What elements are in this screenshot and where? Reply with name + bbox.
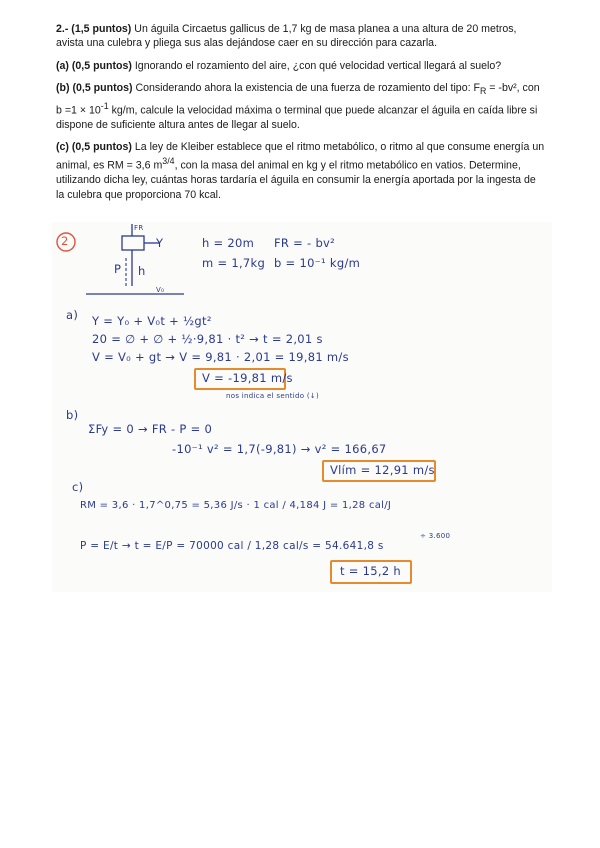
part-c-label: c) (72, 480, 84, 494)
handwritten-solution (52, 222, 552, 592)
question-b (56, 81, 546, 132)
part-c-result: t = 15,2 h (340, 564, 402, 578)
part-a-line2: 20 = ∅ + ∅ + ½·9,81 · t² → t = 2,01 s (92, 332, 323, 346)
part-c-line2: P = E/t → t = E/P = 70000 cal / 1,28 cal/s = 54.641,8 s (80, 540, 384, 552)
part-a-result: V = -19,81 m/s (202, 371, 293, 385)
problem-statement (56, 22, 546, 210)
question-c-sup: 3/4 (162, 156, 175, 167)
intro-points: 2.- (1,5 puntos) (56, 23, 132, 35)
diagram-fr-label: FR (134, 224, 144, 232)
question-a (56, 59, 546, 73)
question-b-points: (b) (0,5 puntos) (56, 82, 133, 95)
part-b-line1: ΣFy = 0 → FR - P = 0 (88, 422, 213, 436)
question-c-text2: , con la masa del animal en kg y el ritmo metabólico en vatios. Determine, utilizando dicha ley, cuántas horas tardaría el águila en consumir la energía aportada por la ingesta de la culebra que proporciona 70 kcal. (56, 160, 536, 201)
question-c-text: La ley de Kleiber establece que el ritmo metabólico, o ritmo al que consume energía un animal, es RM = 3,6 m (56, 141, 545, 173)
question-a-text: Ignorando el rozamiento del aire, ¿con qué velocidad vertical llegará al suelo? (131, 59, 502, 72)
diagram-v0-label: V₀ (156, 286, 165, 294)
diagram-p-label: P (114, 262, 122, 276)
question-c (56, 140, 546, 202)
question-b-text2: = -bv², con b =1 × 10 (56, 82, 540, 117)
question-b-text: Considerando ahora la existencia de una fuerza de rozamiento del tipo: F (132, 82, 480, 95)
part-a-line3: V = V₀ + gt → V = 9,81 · 2,01 = 19,81 m/s (92, 350, 349, 364)
solution-number: 2 (61, 234, 69, 248)
given-friction: FR = - bv² (274, 236, 336, 250)
question-c-points: (c) (0,5 puntos) (56, 141, 132, 154)
question-b-sub: R (479, 86, 487, 97)
given-height: h = 20m (202, 236, 255, 250)
body-box (122, 236, 144, 250)
intro-text: Un águila Circaetus gallicus de 1,7 kg de masa planea a una altura de 20 metros, avista una culebra y pliega sus alas dejándose caer en su dirección para cazarla. (56, 23, 517, 50)
question-b-text3: kg/m, calcule la velocidad máxima o terminal que puede alcanzar el águila en caída libre si dispone de suficiente altura antes de llegar al suelo. (56, 104, 538, 131)
part-b-result: Vlím = 12,91 m/s (330, 463, 435, 477)
diagram-drawing (52, 222, 552, 592)
part-b-label: b) (66, 408, 79, 422)
question-b-sup: -1 (100, 100, 109, 111)
diagram-h-label: h (138, 264, 146, 278)
part-b-line2: -10⁻¹ v² = 1,7(-9,81) → v² = 166,67 (172, 442, 387, 456)
part-a-note: nos indica el sentido (↓) (226, 392, 320, 400)
part-a-line1: Y = Y₀ + V₀t + ½gt² (92, 314, 212, 328)
part-c-conversion: ÷ 3.600 (420, 532, 451, 540)
question-a-points: (a) (0,5 puntos) (56, 59, 132, 72)
diagram-y-label: Y (156, 236, 164, 250)
part-c-line1: RM = 3,6 · 1,7^0,75 = 5,36 J/s · 1 cal / 4,184 J = 1,28 cal/J (80, 500, 392, 511)
part-a-label: a) (66, 308, 79, 322)
given-mass: m = 1,7kg (202, 256, 266, 270)
given-b: b = 10⁻¹ kg/m (274, 256, 361, 270)
problem-intro (56, 22, 546, 51)
